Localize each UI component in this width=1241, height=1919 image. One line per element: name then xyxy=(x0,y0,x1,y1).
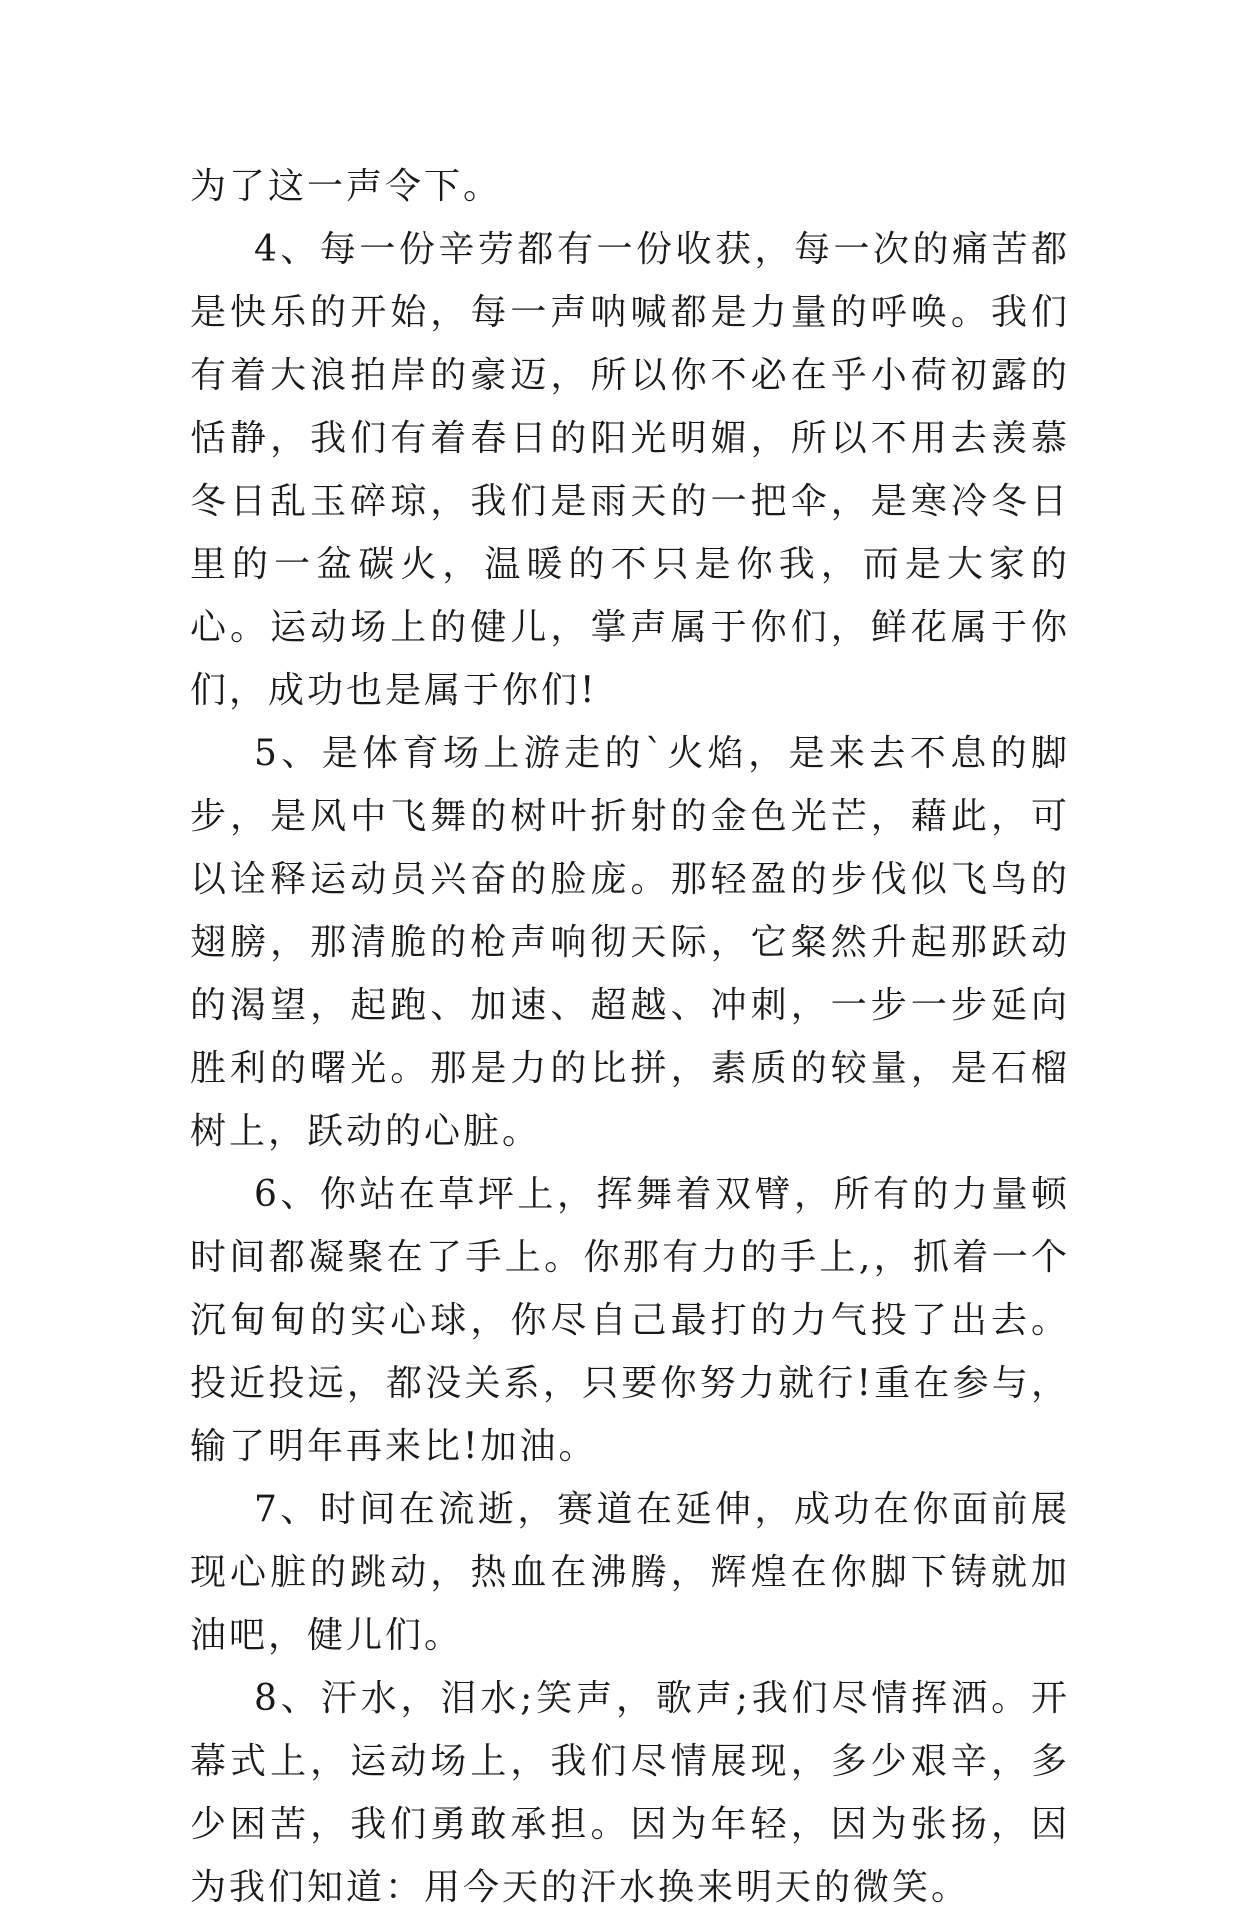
paragraph-continuation: 为了这一声令下。 xyxy=(190,166,503,207)
paragraph-5: 5、是体育场上游走的`火焰，是来去不息的脚步，是风中飞舞的树叶折射的金色光芒，藉此，可以诠释运动员兴奋的脸庞。那轻盈的步伐似飞鸟的翅膀，那清脆的枪声响彻天际，它粲然升起那跃动的渴望，起跑、加速、超越、冲刺，一步一步延向胜利的曙光。那是力的比拼，素质的较量，是石榴树上，跃动的心脏。 xyxy=(190,733,1070,1152)
document-body xyxy=(190,155,1070,1919)
paragraph-6: 6、你站在草坪上，挥舞着双臂，所有的力量顿时间都凝聚在了手上。你那有力的手上,，抓着一个沉甸甸的实心球，你尽自己最打的力气投了出去。投近投远，都没关系，只要你努力就行!重在参与，输了明年再来比!加油。 xyxy=(190,1174,1070,1467)
paragraph-8: 8、汗水，泪水;笑声，歌声;我们尽情挥洒。开幕式上，运动场上，我们尽情展现，多少艰辛，多少困苦，我们勇敢承担。因为年轻，因为张扬，因为我们知道：用今天的汗水换来明天的微笑。 xyxy=(190,1678,1070,1908)
paragraph-4: 4、每一份辛劳都有一份收获，每一次的痛苦都是快乐的开始，每一声呐喊都是力量的呼唤。我们有着大浪拍岸的豪迈，所以你不必在乎小荷初露的恬静，我们有着春日的阳光明媚，所以不用去羡慕冬日乱玉碎琼，我们是雨天的一把伞，是寒冷冬日里的一盆碳火，温暖的不只是你我，而是大家的心。运动场上的健儿，掌声属于你们，鲜花属于你们，成功也是属于你们! xyxy=(190,229,1070,711)
paragraph-7: 7、时间在流逝，赛道在延伸，成功在你面前展现心脏的跳动，热血在沸腾，辉煌在你脚下铸就加油吧，健儿们。 xyxy=(190,1489,1070,1656)
